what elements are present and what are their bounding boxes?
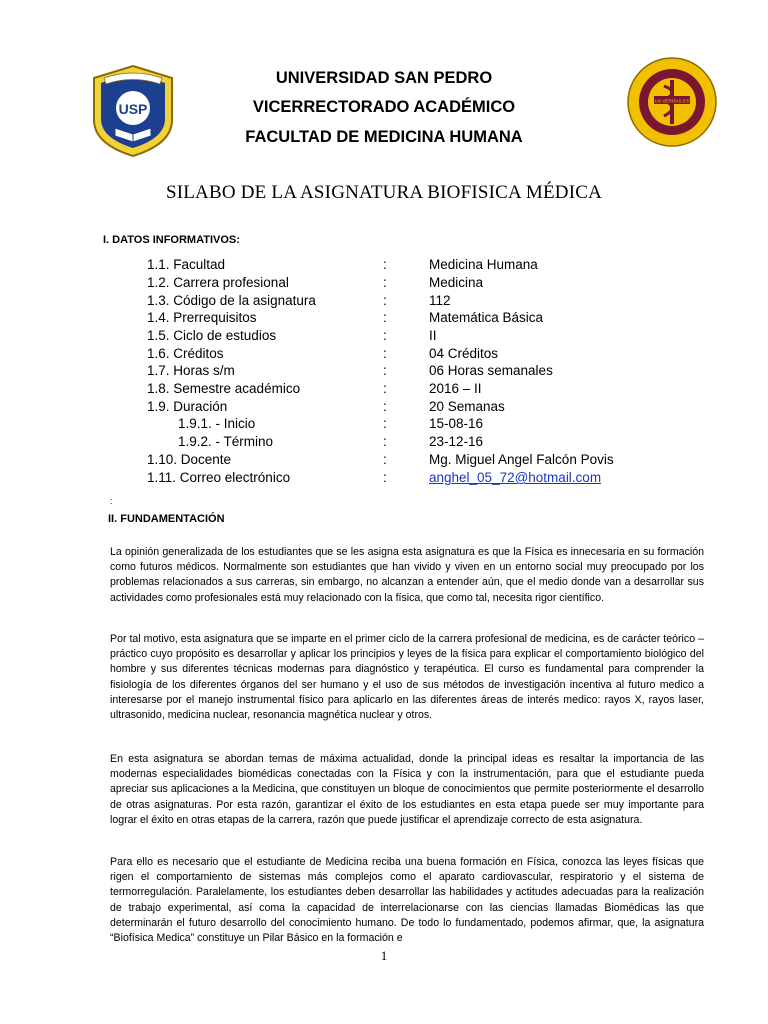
info-value: 20 Semanas (429, 399, 505, 414)
info-value: Matemática Básica (429, 310, 544, 325)
info-value: II (429, 328, 437, 343)
svg-text:LUX VERITAS EST: LUX VERITAS EST (652, 98, 692, 104)
info-row: 1.11. Correo electrónico : anghel_05_72@hotmail.com (147, 470, 602, 485)
info-label: 1.4. Prerrequisitos (147, 310, 257, 325)
paragraph: La opinión generalizada de los estudiantes que se les asigna esta asignatura es que la Física es innecesaria en su formación como futuros médicos. Normalmente son estudiantes que han vivido y viven en un entorno social muy preocupado por los problemas relacionados a sus carreras, sin embargo, no alcanzan a entender aún, que el medio donde van a desarrollar sus actividades como profesionales está muy relacionado con la física, que como tal, necesita rigor científico. (110, 546, 704, 604)
info-row: 1.3. Código de la asignatura : 112 (147, 293, 451, 308)
info-label: 1.3. Código de la asignatura (147, 293, 316, 308)
info-row: 1.10. Docente : Mg. Miguel Angel Falcón Povis (147, 452, 614, 467)
info-label: 1.1. Facultad (147, 257, 226, 272)
info-value: 23-12-16 (429, 434, 484, 449)
info-value: 2016 – II (429, 381, 482, 396)
info-row: 1.6. Créditos : 04 Créditos (147, 346, 499, 361)
info-label: 1.7. Horas s/m (147, 363, 235, 378)
info-value: Medicina Humana (429, 257, 538, 272)
info-row: 1.8. Semestre académico : 2016 – II (147, 381, 482, 396)
info-label: 1.9.2. - Término (178, 434, 274, 449)
section-fundamentacion-heading: II. FUNDAMENTACIÓN (108, 513, 225, 525)
vicerrectorado-name: VICERRECTORADO ACADÉMICO (252, 98, 516, 116)
info-row: 1.1. Facultad : Medicina Humana (147, 257, 538, 272)
info-row: 1.7. Horas s/m : 06 Horas semanales (147, 363, 553, 378)
paragraph: En esta asignatura se abordan temas de máxima actualidad, donde la principal ideas es resaltar la importancia de las modernas especialidades biomédicas conectadas con la Física y con la instrumentación, para que el estudiante pueda apreciar sus aplicaciones a la Medicina, que constituyen un bloque de conocimientos que permite posteriormente el desarrollo de otras asignaturas. Por esta razón, garantizar el éxito de los estudiantes en esta etapa puede ser muy importante para lograr el éxito en otras etapas de la carrera, razón que puede justificar el aprendizaje correcto de esta asignatura. (110, 753, 704, 826)
info-value: 06 Horas semanales (429, 363, 553, 378)
stray-mark: : (110, 496, 113, 506)
info-row: 1.9.2. - Término : 23-12-16 (178, 434, 484, 449)
info-row: 1.9. Duración : 20 Semanas (147, 399, 505, 414)
page-number: 1 (380, 948, 388, 963)
info-label: 1.2. Carrera profesional (147, 275, 289, 290)
info-label: 1.10. Docente (147, 452, 232, 467)
info-row: 1.9.1. - Inicio : 15-08-16 (178, 416, 484, 431)
document-title: SILABO DE LA ASIGNATURA BIOFISICA MÉDICA (165, 182, 603, 203)
info-label: 1.9.1. - Inicio (178, 416, 256, 431)
info-label: 1.9. Duración (147, 399, 228, 414)
info-label: 1.6. Créditos (147, 346, 224, 361)
info-row: 1.4. Prerrequisitos : Matemática Básica (147, 310, 544, 325)
email-link[interactable]: anghel_05_72@hotmail.com (429, 470, 602, 485)
info-label: 1.8. Semestre académico (147, 381, 301, 396)
info-value: 15-08-16 (429, 416, 484, 431)
faculty-name: FACULTAD DE MEDICINA HUMANA (245, 128, 523, 146)
section-datos-heading: I. DATOS INFORMATIVOS: (103, 234, 240, 246)
info-value: Mg. Miguel Angel Falcón Povis (429, 452, 614, 467)
info-row: 1.2. Carrera profesional : Medicina (147, 275, 484, 290)
svg-text:USP: USP (118, 101, 148, 117)
university-name: UNIVERSIDAD SAN PEDRO (275, 69, 493, 87)
paragraph: Por tal motivo, esta asignatura que se imparte en el primer ciclo de la carrera profesional de medicina, es de carácter teórico – práctico cuyo propósito es desarrollar y aplicar los principios y leyes de la física para explicar el comportamiento biológico del hombre y sus diferentes técnicas modernas para diagnóstico y terapéutica. El curso es fundamental para comprender la fisiología de los diferentes órganos del ser humano y el uso de sus métodos de investigación incentiva al futuro medico a interesarse por el manejo instrumental físico para aplicarlo en las diferentes áreas de interés medico: rayos X, rayos laser, ultrasonido, medicina nuclear, resonancia magnética nuclear y otros. (110, 633, 704, 722)
info-value: 112 (429, 293, 451, 308)
info-value: Medicina (429, 275, 484, 290)
info-value: 04 Créditos (429, 346, 499, 361)
info-label: 1.11. Correo electrónico (147, 470, 291, 485)
info-row: 1.5. Ciclo de estudios : II (147, 328, 437, 343)
info-label: 1.5. Ciclo de estudios (147, 328, 277, 343)
paragraph: Para ello es necesario que el estudiante de Medicina reciba una buena formación en Física, conozca las leyes físicas que rigen el comportamiento de sistemas más complejos como el aparato cardiovascular, respiratorio y el sistema de termorregulación. Paralelamente, los estudiantes deben desarrollar las habilidades y actitudes adecuadas para la realización de trabajo experimental, así coma la capacidad de interrelacionarse con las ciencias llamadas Biomédicas las que determinarán el futuro desarrollo del conocimiento humano. De todo lo fundamentado, podemos afirmar, que, la asignatura “Biofísica Medica” constituye un Pilar Básico en la formación e (110, 856, 704, 945)
